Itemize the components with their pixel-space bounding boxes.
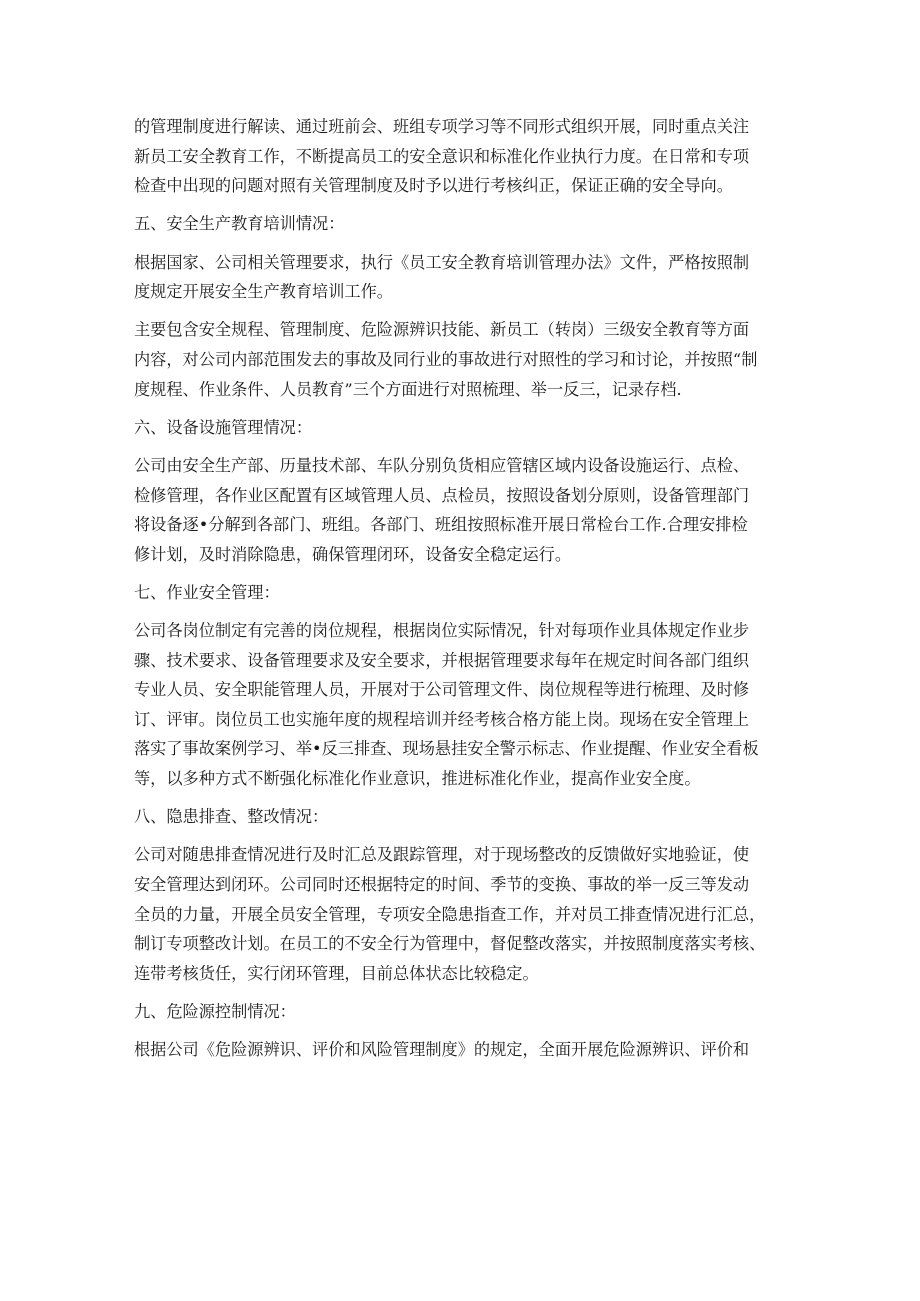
text-line: 度规程、作业条件、人员教育”三个方面进行对照梳理、举一反三，记录存档.	[134, 379, 682, 399]
text-line: 检修管理，各作业区配置有区域管理人员、点检员，按照设备划分原则，设备管理部门	[134, 485, 750, 505]
text-line: 连带考核货任，实行闭环管理，目前总体状态比较稳定。	[134, 963, 539, 983]
text-line: 骤、技术要求、设备管理要求及安全要求，并根据管理要求每年在规定时间各部门组织	[134, 650, 750, 670]
text-line: 根据公司《危险源辨识、评价和风险管理制度》的规定，全面开展危险源辨识、评价和	[134, 1040, 750, 1060]
text-line: 专业人员、安全职能管理人员，开展对于公司管理文件、岗位规程等进行梳理、及时修	[134, 680, 750, 700]
text-line: 的管理制度进行解读、通过班前会、班组专项学习等不同形式组织开展，同时重点关注	[134, 117, 750, 136]
text-line: 主要包含安全规程、管理制度、危险源辨识技能、新员工（转岗）三级安全教育等方面	[134, 320, 750, 340]
text-line: 安全管理达到闭环。公司同时还根据特定的时间、季节的变换、事故的举一反三等发动	[134, 875, 750, 894]
text-line: 将设备逐•分解到各部门、班组。各部门、班组按照标准开展日常检台工作.合理安排检	[134, 515, 748, 535]
text-line: 修计划，及时消除隐患，确保管理闭环，设备安全稳定运行。	[134, 544, 572, 564]
text-line: 全员的力量，开展全员安全管理，专项安全隐患指查工作，并对员工排查情况进行汇总，	[134, 904, 766, 924]
section-heading: 八、隐患排查、整改情况：	[134, 807, 329, 827]
paragraph	[134, 315, 794, 404]
paragraph	[134, 616, 794, 794]
paragraph	[134, 840, 794, 988]
text-line: 检查中出现的问题对照有关管理制度及时予以进行考核纠正，保证正确的安全导向。	[134, 176, 733, 196]
paragraph	[134, 451, 794, 569]
document-body	[134, 112, 794, 1065]
section-heading: 九、危险源控制情况：	[134, 1001, 296, 1021]
text-line: 公司各岗位制定有完善的岗位规程，根据岗位实际情况，针对每项作业具体规定作业步	[134, 621, 750, 641]
text-line: 根据国家、公司相关管理要求，执行《员工安全教育培训管理办法》文件，严格按照制	[134, 252, 750, 272]
section-heading: 六、设备设施管理情况：	[134, 417, 313, 437]
text-line: 订、评审。岗位员工也实施年度的规程培训并经考核合格方能上岗。现场在安全管理上	[134, 709, 750, 729]
text-line: 等，以多种方式不断强化标准化作业意识，推进标准化作业，提高作业安全度。	[134, 769, 701, 789]
section-heading: 七、作业安全管理：	[134, 582, 280, 602]
text-line: 公司对随患排查情况进行及时汇总及跟踪管理，对于现场整改的反馈做好实地验证，使	[134, 845, 750, 865]
text-line: 公司由安全生产部、历量技术部、车队分别负货相应管辖区域内设备设施运行、点检、	[134, 455, 750, 475]
text-line: 度规定开展安全生产教育培训工作。	[134, 282, 393, 302]
text-line: 制订专项整改计划。在员工的不安全行为管理中，督促整改落实，并按照制度落实考核、	[134, 934, 766, 954]
text-line: 落实了事故案例学习、举•反三排查、现场悬挂安全警示标志、作业提醒、作业安全看板	[134, 739, 759, 759]
paragraph	[134, 112, 794, 201]
paragraph	[134, 1035, 794, 1065]
section-heading: 五、安全生产教育培训情况：	[134, 214, 345, 234]
text-line: 内容，对公司内部范围发去的事故及同行业的事故进行对照性的学习和讨论，并按照“制	[134, 349, 758, 369]
text-line: 新员工安全教育工作，不断提高员工的安全意识和标准化作业执行力度。在日常和专项	[134, 146, 750, 166]
paragraph	[134, 248, 794, 307]
